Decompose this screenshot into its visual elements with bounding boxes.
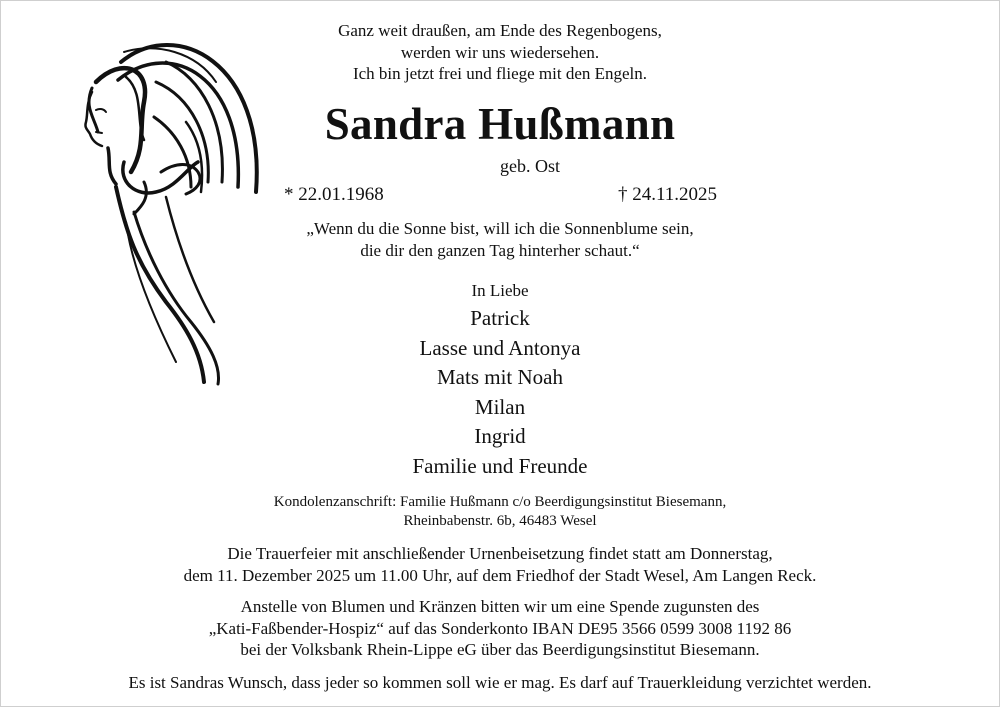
donation-info [0, 596, 1000, 661]
family-member: Mats mit Noah [437, 365, 563, 389]
death-date: † 24.11.2025 [618, 184, 718, 205]
deceased-name: Sandra Hußmann [324, 99, 676, 149]
dress-code-wish: Es ist Sandras Wunsch, dass jeder so kommen soll wie er mag. Es darf auf Trauerkleidung verzichtet werden. [128, 673, 872, 692]
in-liebe-label: In Liebe [471, 281, 529, 300]
address-line: Rheinbabenstr. 6b, 46483 Wesel [403, 513, 597, 529]
service-line: Die Trauerfeier mit anschließender Urnenbeisetzung findet statt am Donnerstag, [227, 544, 773, 563]
donation-line: bei der Volksbank Rhein-Lippe eG über das Beerdigungsinstitut Biesemann. [240, 640, 760, 659]
family-member: Milan [474, 394, 526, 419]
poem-line: werden wir uns wiedersehen. [400, 42, 600, 62]
donation-line: „Kati-Faßbender-Hospiz“ auf das Sonderkonto IBAN DE95 3566 0599 3008 1192 86 [208, 618, 792, 638]
family-member: Patrick [470, 306, 530, 330]
donation-line: Anstelle von Blumen und Kränzen bitten wir um eine Spende zugunsten des [240, 597, 760, 616]
family-list [0, 304, 1000, 481]
address-line: Kondolenzanschrift: Familie Hußmann c/o Beerdigungsinstitut Biesemann, [273, 494, 727, 510]
family-member: Ingrid [474, 424, 526, 448]
poem-line: Ich bin jetzt frei und fliege mit den Engeln. [352, 64, 648, 83]
condolence-address [0, 493, 1000, 531]
poem-line: Ganz weit draußen, am Ende des Regenbogens, [338, 21, 662, 40]
quote-line: die dir den ganzen Tag hinterher schaut.“ [360, 240, 640, 260]
funeral-service-info [0, 543, 1000, 586]
service-line: dem 11. Dezember 2025 um 11.00 Uhr, auf dem Friedhof der Stadt Wesel, Am Langen Reck. [183, 565, 817, 585]
birth-date: * 22.01.1968 [284, 184, 384, 205]
family-member: Familie und Freunde [412, 453, 588, 478]
maiden-name: geb. Ost [500, 156, 560, 176]
quote-line: „Wenn du die Sonne bist, will ich die Sonnenblume sein, [306, 219, 694, 238]
poem [0, 20, 1000, 85]
quote [0, 218, 1000, 261]
family-member: Lasse und Antonya [419, 335, 581, 360]
